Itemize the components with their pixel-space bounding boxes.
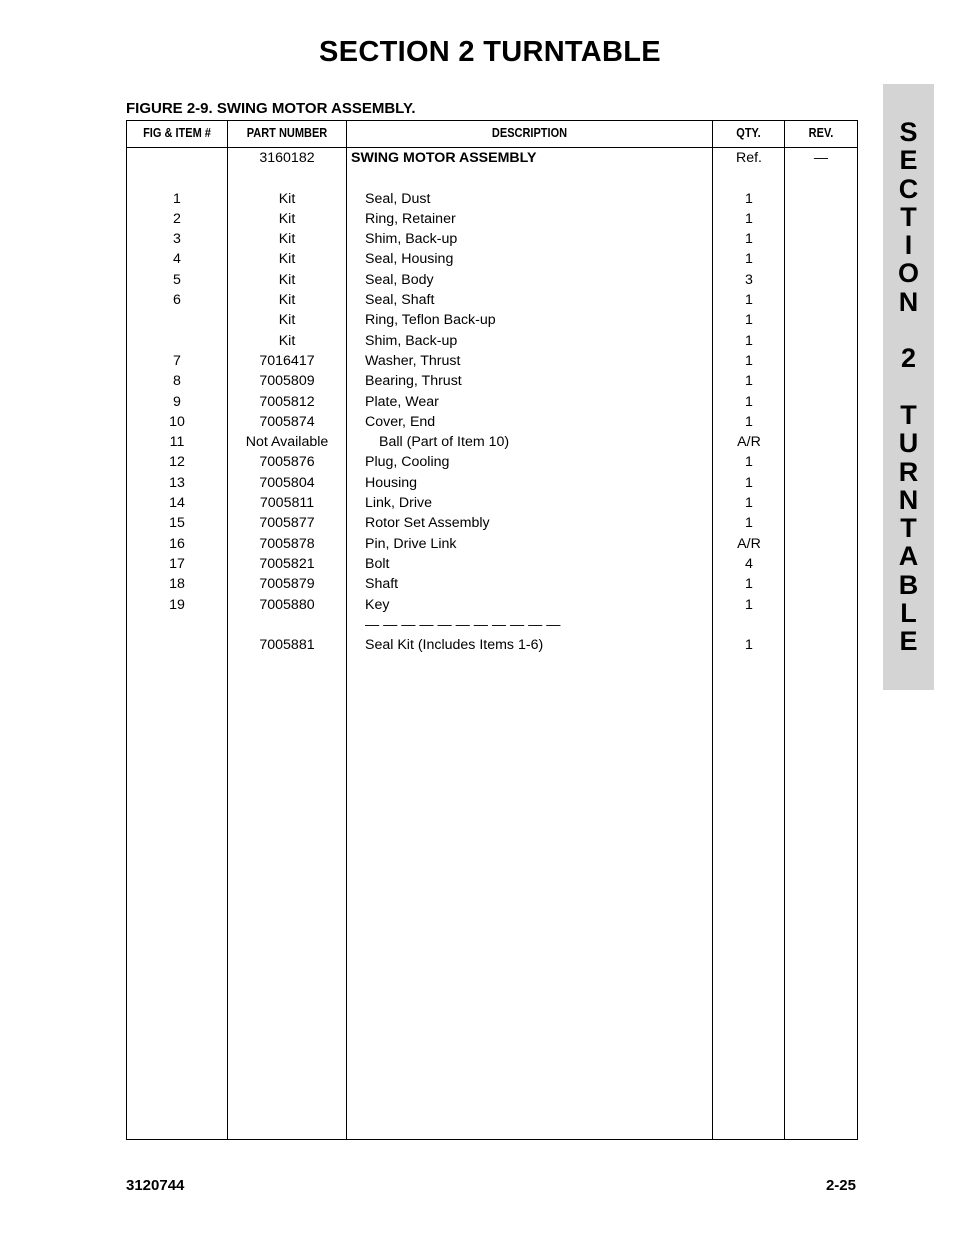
- side-tab-letter: E: [899, 145, 918, 176]
- parts-table: [126, 120, 858, 1140]
- cell-part-number: 7005811: [259, 495, 315, 512]
- cell-description: Bolt: [365, 555, 390, 572]
- cell-qty: 4: [745, 555, 753, 572]
- table-row: [127, 148, 857, 168]
- cell-qty: 1: [745, 576, 753, 593]
- cell-item: 7: [173, 352, 181, 369]
- cell-description: Seal, Housing: [365, 251, 454, 268]
- cell-qty: 1: [745, 413, 753, 430]
- cell-description: Rotor Set Assembly: [365, 515, 490, 532]
- cell-description: Shim, Back-up: [365, 332, 458, 349]
- cell-part-number: 7005881: [259, 637, 315, 654]
- cell-item: 19: [169, 596, 185, 613]
- cell-qty: A/R: [737, 434, 761, 451]
- cell-description: Bearing, Thrust: [365, 373, 462, 390]
- cell-qty: Ref.: [735, 150, 763, 166]
- side-tab-letter: T: [900, 201, 917, 232]
- cell-part-number: Kit: [278, 332, 296, 349]
- table-row: [127, 371, 857, 391]
- cell-part-number: Kit: [278, 210, 296, 227]
- cell-item: 13: [169, 474, 185, 491]
- cell-item: 14: [169, 495, 185, 512]
- cell-qty: A/R: [737, 535, 761, 552]
- cell-description: Ring, Retainer: [365, 210, 456, 227]
- cell-item: 18: [169, 576, 185, 593]
- cell-item: 3: [173, 231, 181, 248]
- cell-part-number: 7005877: [259, 515, 315, 532]
- table-row: [127, 290, 857, 310]
- cell-part-number: 7005874: [259, 413, 315, 430]
- cell-qty: 3: [745, 271, 753, 288]
- cell-description: SWING MOTOR ASSEMBLY: [351, 150, 537, 166]
- cell-part-number: Kit: [278, 312, 296, 329]
- cell-part-number: 7005880: [259, 596, 315, 613]
- cell-item: 17: [169, 555, 185, 572]
- side-tab-letter: T: [900, 513, 917, 544]
- cell-part-number: 7005821: [259, 555, 315, 572]
- cell-part-number: Kit: [278, 292, 296, 309]
- cell-item: 8: [173, 373, 181, 390]
- cell-part-number: Not Available: [245, 434, 329, 451]
- header-rev: REV.: [808, 126, 834, 140]
- cell-qty: 1: [745, 312, 753, 329]
- table-row: [127, 595, 857, 615]
- cell-part-number: 7005809: [259, 373, 315, 390]
- cell-description: Housing: [365, 474, 418, 491]
- table-row: [127, 513, 857, 533]
- section-side-tab: [883, 84, 934, 690]
- table-row: [127, 473, 857, 493]
- cell-item: 1: [173, 190, 181, 207]
- table-row: [127, 554, 857, 574]
- cell-description: Cover, End: [365, 413, 436, 430]
- side-tab-letter: R: [898, 456, 919, 487]
- side-tab-letter: E: [899, 626, 918, 657]
- cell-qty: 1: [745, 210, 753, 227]
- table-row: [127, 331, 857, 351]
- cell-qty: 1: [745, 393, 753, 410]
- cell-part-number: Kit: [278, 251, 296, 268]
- header-part-number: PART NUMBER: [246, 126, 328, 140]
- table-row: [127, 452, 857, 472]
- cell-item: 12: [169, 454, 185, 471]
- cell-description: Seal, Shaft: [365, 292, 435, 309]
- side-tab-letter: N: [898, 286, 919, 317]
- cell-description: Washer, Thrust: [365, 352, 461, 369]
- cell-description: Ring, Teflon Back-up: [365, 312, 496, 329]
- table-row: [127, 270, 857, 290]
- cell-item: 11: [169, 434, 185, 451]
- cell-item: 6: [173, 292, 181, 309]
- cell-item: 15: [169, 515, 185, 532]
- cell-part-number: 7005876: [259, 454, 315, 471]
- cell-description: Seal Kit (Includes Items 1-6): [365, 637, 544, 654]
- table-row: [127, 189, 857, 209]
- table-row: [127, 229, 857, 249]
- side-tab-letter: C: [898, 173, 919, 204]
- cell-description: Shim, Back-up: [365, 231, 458, 248]
- cell-qty: 1: [745, 190, 753, 207]
- side-tab-letter: S: [899, 117, 918, 147]
- cell-part-number: Kit: [278, 190, 296, 207]
- cell-part-number: 7005879: [259, 576, 315, 593]
- cell-description: Plug, Cooling: [365, 454, 450, 471]
- page-title: SECTION 2 TURNTABLE: [319, 36, 661, 68]
- table-row: [127, 493, 857, 513]
- side-tab-letter: A: [898, 541, 919, 572]
- cell-part-number: 3160182: [259, 150, 315, 166]
- table-row: [127, 615, 857, 635]
- cell-item: 5: [173, 271, 181, 288]
- page-number: 2-25: [825, 1177, 856, 1194]
- cell-qty: 1: [745, 474, 753, 491]
- side-tab-letter: O: [897, 258, 919, 289]
- cell-item: 16: [169, 535, 185, 552]
- side-tab-letter: [883, 373, 934, 401]
- side-tab-letter: N: [898, 484, 919, 515]
- cell-item: 4: [173, 251, 181, 268]
- cell-part-number: 7005804: [259, 474, 315, 491]
- table-row: [127, 574, 857, 594]
- table-row: [127, 534, 857, 554]
- table-row: [127, 392, 857, 412]
- cell-description: — — — — — — — — — — —: [365, 616, 561, 633]
- table-row: [127, 310, 857, 330]
- side-tab-letter: I: [904, 230, 913, 261]
- cell-qty: 1: [745, 637, 753, 654]
- cell-description: Plate, Wear: [365, 393, 439, 410]
- cell-item: 10: [169, 413, 185, 430]
- cell-qty: 1: [745, 515, 753, 532]
- cell-description: Link, Drive: [365, 495, 433, 512]
- cell-part-number: 7005812: [259, 393, 315, 410]
- side-tab-letter: 2: [900, 343, 917, 374]
- side-tab-letter: [883, 316, 934, 344]
- header-qty: QTY.: [736, 126, 761, 140]
- cell-rev: —: [813, 150, 829, 166]
- figure-caption: FIGURE 2-9. SWING MOTOR ASSEMBLY.: [126, 100, 416, 117]
- side-tab-letter: B: [898, 569, 919, 600]
- side-tab-letter: L: [900, 598, 917, 629]
- cell-part-number: 7016417: [259, 352, 315, 369]
- cell-qty: 1: [745, 495, 753, 512]
- cell-item: 2: [173, 210, 181, 227]
- table-row: [127, 168, 857, 188]
- header-fig-item: FIG & ITEM #: [143, 126, 211, 140]
- cell-description: Key: [365, 596, 390, 613]
- cell-qty: 1: [745, 292, 753, 309]
- cell-qty: 1: [745, 352, 753, 369]
- cell-description: Pin, Drive Link: [365, 535, 457, 552]
- cell-description: Seal, Dust: [365, 190, 431, 207]
- side-tab-letter: U: [898, 428, 919, 459]
- cell-qty: 1: [745, 454, 753, 471]
- document-number: 3120744: [126, 1177, 185, 1194]
- cell-qty: 1: [745, 231, 753, 248]
- cell-qty: 1: [745, 332, 753, 349]
- cell-qty: 1: [745, 373, 753, 390]
- cell-qty: 1: [745, 596, 753, 613]
- cell-part-number: 7005878: [259, 535, 315, 552]
- table-row: [127, 209, 857, 229]
- cell-qty: 1: [745, 251, 753, 268]
- cell-description: Seal, Body: [365, 271, 434, 288]
- table-row: [127, 635, 857, 655]
- cell-part-number: Kit: [278, 271, 296, 288]
- side-tab-letters: [883, 118, 934, 656]
- cell-description: Shaft: [365, 576, 399, 593]
- cell-item: 9: [173, 393, 181, 410]
- table-row: [127, 249, 857, 269]
- cell-description: Ball (Part of Item 10): [379, 434, 510, 451]
- header-description: DESCRIPTION: [491, 126, 568, 140]
- table-row: [127, 432, 857, 452]
- table-body: [127, 148, 857, 655]
- table-row: [127, 412, 857, 432]
- side-tab-letter: T: [900, 399, 917, 430]
- table-row: [127, 351, 857, 371]
- cell-part-number: Kit: [278, 231, 296, 248]
